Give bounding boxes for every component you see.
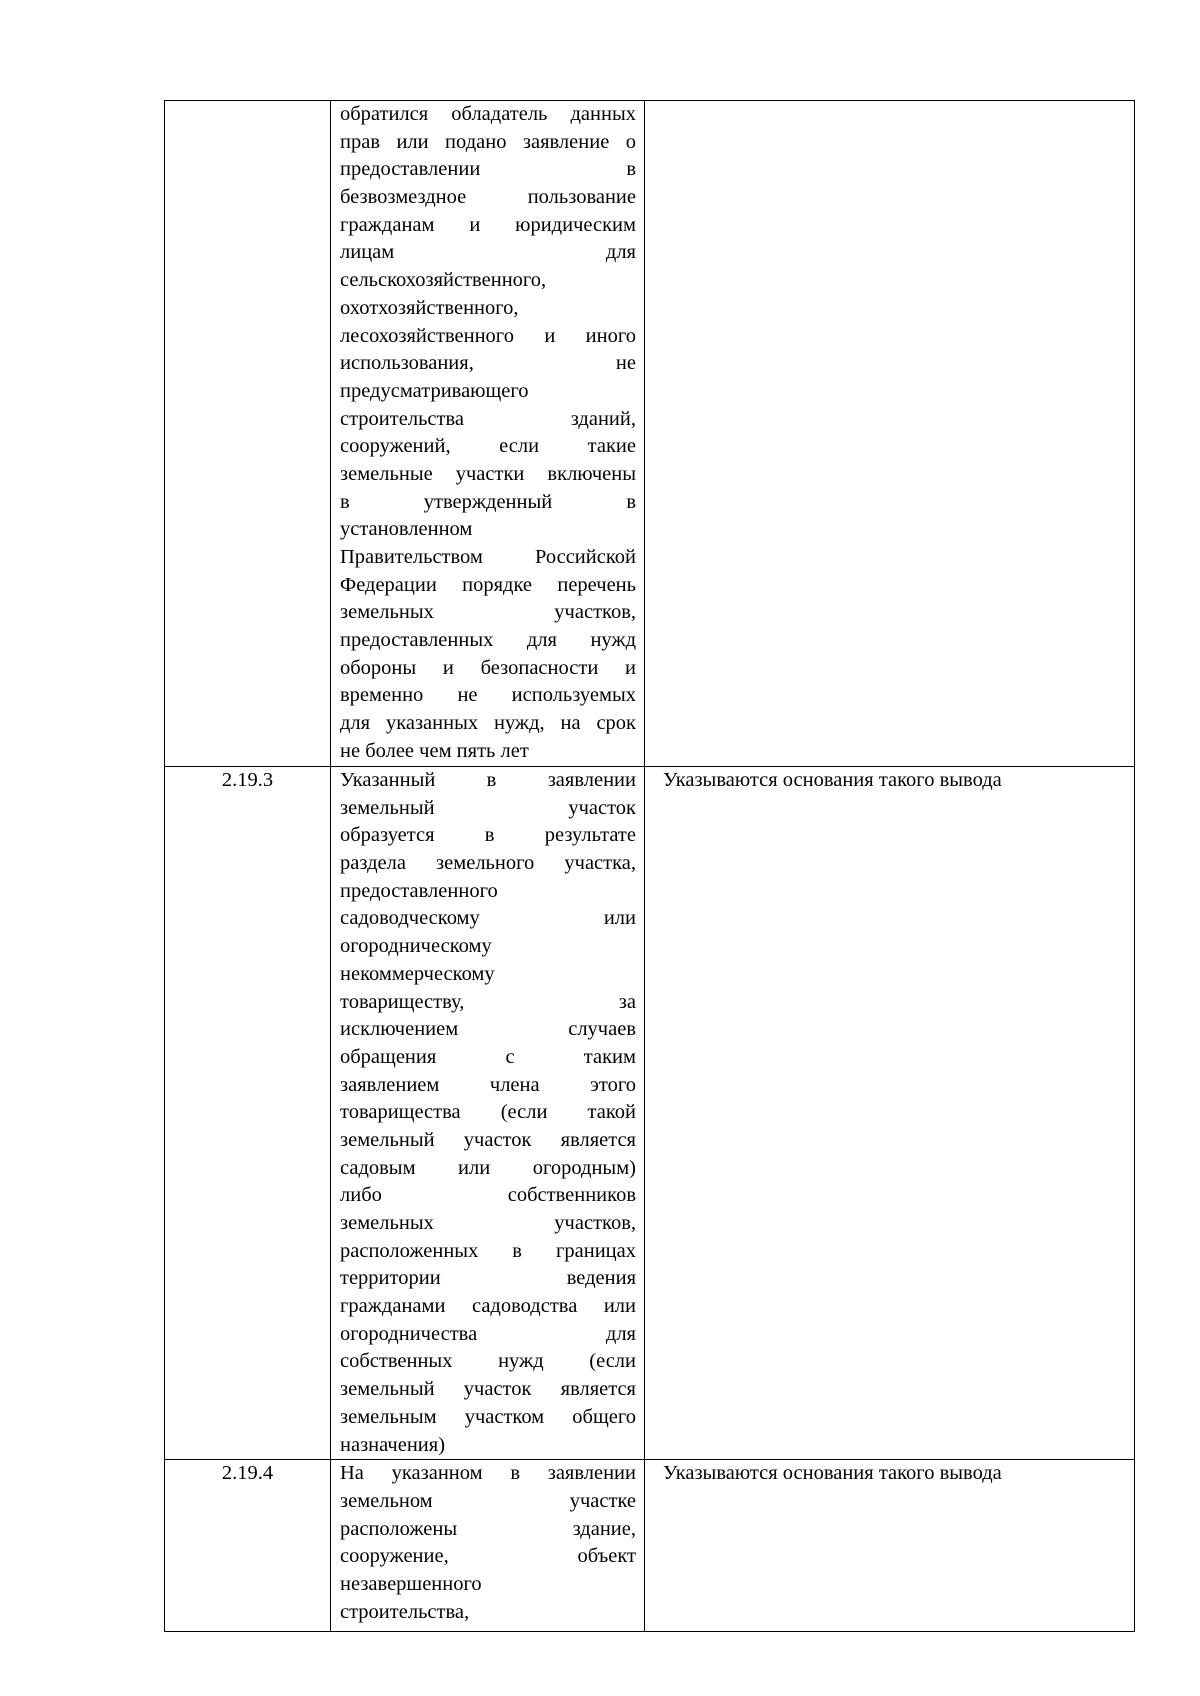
text-line: сельскохозяйственного, (340, 269, 547, 292)
row-number: 2.19.4 (221, 1462, 274, 1485)
text-line: лицам для (340, 241, 636, 264)
number-cell (165, 767, 331, 1460)
text-line: Правительством Российской (340, 546, 636, 568)
text-line: садовым или огородным) (340, 1156, 636, 1179)
text-line: расположенных в границах (340, 1239, 636, 1262)
text-line: товарищества (если такой (340, 1101, 636, 1124)
text-line: предусматривающего (340, 379, 529, 402)
text-line: территории ведения (340, 1267, 636, 1290)
description-cell (331, 101, 645, 767)
text-line: временно не используемых (340, 684, 636, 707)
note-cell (645, 1460, 1135, 1632)
text-line: обратился обладатель данных (340, 103, 636, 125)
text-line: предоставленного (340, 879, 498, 902)
text-line: лесохозяйственного и иного (340, 324, 636, 347)
text-line: использования, не (340, 352, 636, 375)
text-line: исключением случаев (340, 1018, 636, 1041)
text-line: сооружение, объект (340, 1545, 636, 1568)
text-line: предоставленных для нужд (340, 629, 636, 652)
text-line: назначения) (340, 1433, 446, 1456)
row-number: 2.19.3 (221, 769, 274, 791)
text-line: земельных участков, (340, 601, 636, 624)
number-cell (165, 1460, 331, 1632)
text-line: охотхозяйственного, (340, 296, 519, 319)
note-text: Указываются основания такого вывода (663, 1462, 1002, 1485)
text-line: земельные участки включены (340, 462, 636, 485)
table-row (165, 1460, 1135, 1632)
description-text (331, 1460, 644, 1626)
text-line: не более чем пять лет (340, 739, 529, 762)
text-line: либо собственников (340, 1184, 636, 1207)
description-cell (331, 1460, 645, 1632)
text-line: собственных нужд (если (340, 1350, 636, 1373)
text-line: раздела земельного участка, (340, 852, 636, 875)
text-line: установленном (340, 518, 473, 541)
description-text (331, 101, 644, 766)
text-line: строительства, (340, 1600, 470, 1623)
text-line: земельным участком общего (340, 1405, 636, 1428)
text-line: сооружений, если такие (340, 435, 636, 458)
text-line: земельных участков, (340, 1212, 636, 1234)
text-line: гражданам и юридическим (340, 213, 636, 236)
table-row (165, 101, 1135, 767)
text-line: безвозмездное пользование (340, 186, 636, 209)
description-cell (331, 767, 645, 1460)
text-line: огородничества для (340, 1322, 636, 1345)
text-line: земельный участок является (340, 1378, 636, 1401)
table-row (165, 767, 1135, 1460)
text-line: незавершенного (340, 1572, 482, 1595)
text-line: гражданами садоводства или (340, 1295, 636, 1318)
text-line: обороны и безопасности и (340, 656, 636, 679)
text-line: земельный участок (340, 796, 636, 819)
text-line: товариществу, за (340, 990, 636, 1013)
text-line: некоммерческому (340, 962, 495, 985)
note-cell (645, 767, 1135, 1460)
text-line: земельный участок является (340, 1128, 636, 1151)
text-line: в утвержденный в (340, 490, 636, 513)
text-line: расположены здание, (340, 1517, 636, 1540)
number-cell (165, 101, 331, 767)
document-table (164, 100, 1135, 1632)
text-line: садоводческому или (340, 907, 636, 930)
text-line: обращения с таким (340, 1045, 636, 1068)
text-line: строительства зданий, (340, 407, 636, 430)
text-line: предоставлении в (340, 158, 636, 181)
description-text (331, 767, 644, 1459)
note-cell (645, 101, 1135, 767)
text-line: образуется в результате (340, 824, 636, 847)
text-line: прав или подано заявление о (340, 130, 636, 153)
text-line: земельном участке (340, 1489, 636, 1512)
text-line: На указанном в заявлении (340, 1462, 636, 1485)
text-line: огородническому (340, 935, 492, 958)
text-line: заявлением члена этого (340, 1073, 636, 1096)
text-line: Федерации порядке перечень (340, 573, 636, 596)
note-text: Указываются основания такого вывода (663, 769, 1002, 791)
text-line: для указанных нужд, на срок (340, 712, 636, 735)
text-line: Указанный в заявлении (340, 769, 636, 791)
